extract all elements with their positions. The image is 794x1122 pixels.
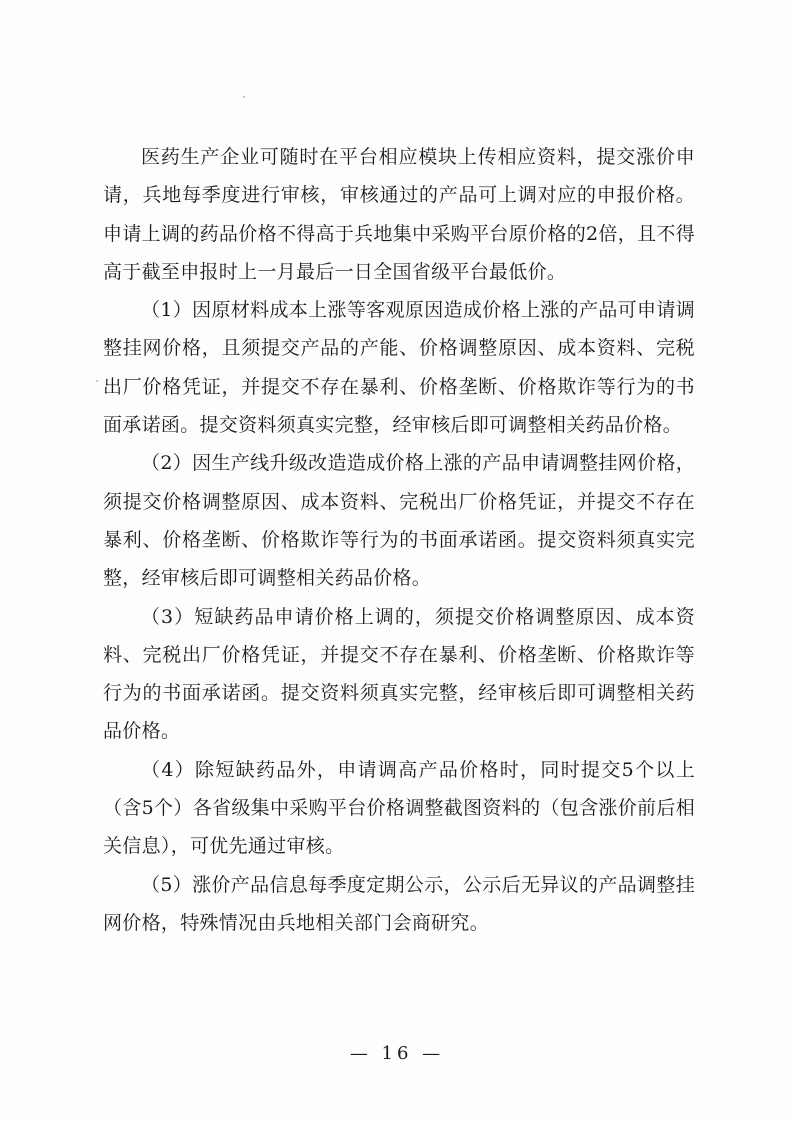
paragraph-intro: 医药生产企业可随时在平台相应模块上传相应资料，提交涨价申请，兵地每季度进行审核，审核通过的产品可上调对应的申报价格。申请上调的药品价格不得高于兵地集中采购平台原价格的2倍，且不得高于截至申报时上一月最后一日全国省级平台最低价。 [103, 146, 695, 283]
paragraph-item-4: （4）除短缺药品外，申请调高产品价格时，同时提交5个以上（含5个）各省级集中采购平台价格调整截图资料的（包含涨价前后相关信息），可优先通过审核。 [103, 758, 695, 858]
document-body [103, 138, 695, 942]
page-number: — 16 — [349, 1043, 445, 1064]
scan-speck [243, 96, 245, 98]
paragraph-item-2: （2）因生产线升级改造造成价格上涨的产品申请调整挂网价格，须提交价格调整原因、成本资料、完税出厂价格凭证，并提交不存在暴利、价格垄断、价格欺诈等行为的书面承诺函。提交资料须真实完整，经审核后即可调整相关药品价格。 [103, 452, 695, 590]
scan-speck [96, 380, 98, 382]
paragraph-item-5: （5）涨价产品信息每季度定期公示，公示后无异议的产品调整挂网价格，特殊情况由兵地相关部门会商研究。 [103, 873, 695, 934]
paragraph-item-3: （3）短缺药品申请价格上调的，须提交价格调整原因、成本资料、完税出厂价格凭证，并提交不存在暴利、价格垄断、价格欺诈等行为的书面承诺函。提交资料须真实完整，经审核后即可调整相关药品价格。 [103, 605, 695, 743]
paragraph-item-1: （1）因原材料成本上涨等客观原因造成价格上涨的产品可申请调整挂网价格，且须提交产品的产能、价格调整原因、成本资料、完税出厂价格凭证，并提交不存在暴利、价格垄断、价格欺诈等行为的书面承诺函。提交资料须真实完整，经审核后即可调整相关药品价格。 [103, 299, 695, 437]
